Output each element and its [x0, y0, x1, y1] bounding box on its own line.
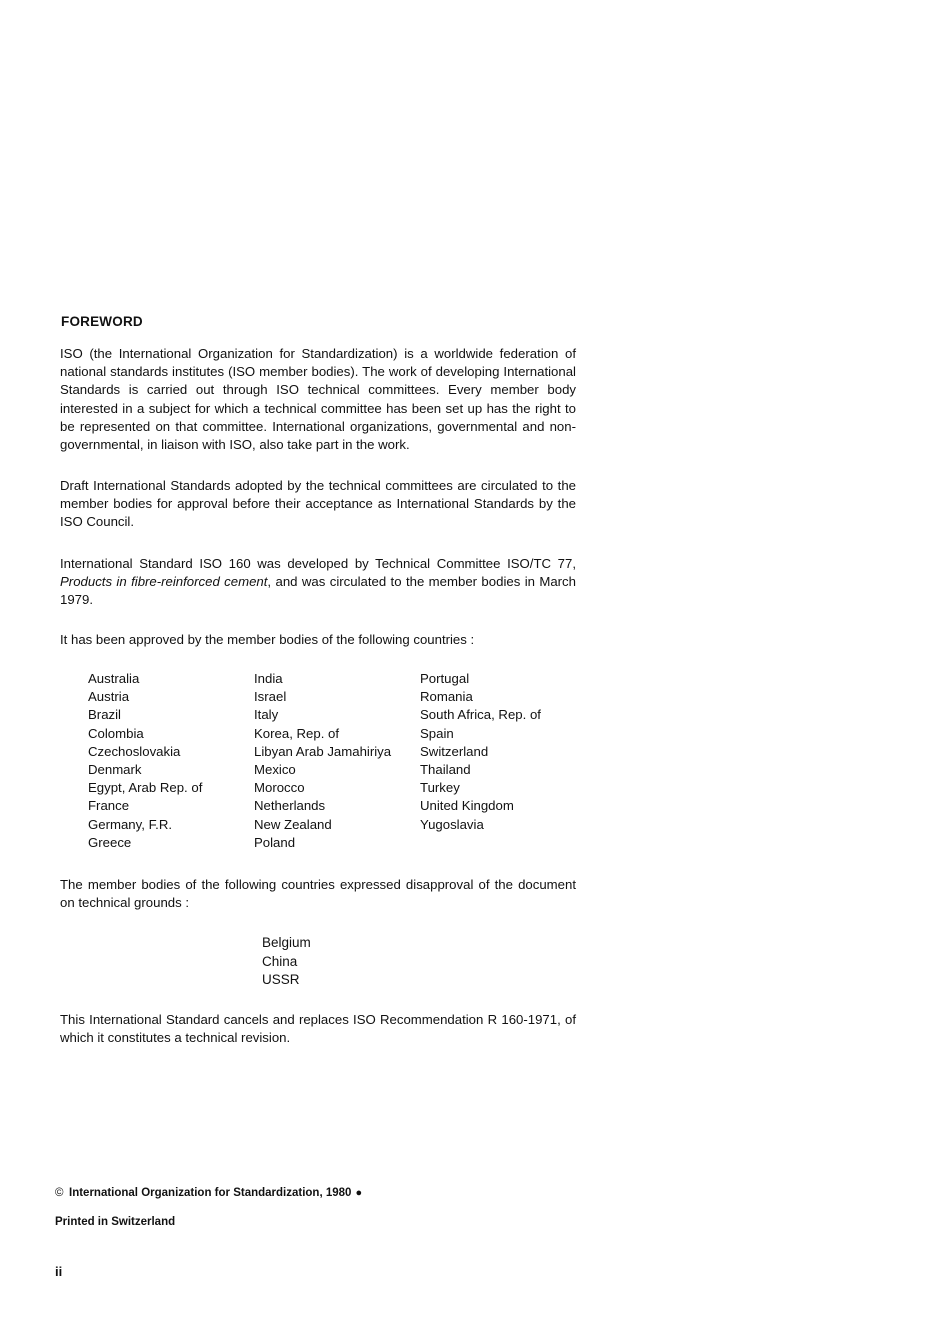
foreword-paragraph-approval: It has been approved by the member bodies of the following countries :: [60, 632, 475, 647]
foreword-paragraph-draft-standards: Draft International Standards adopted by the technical committees are circulated to the member bodies for approval before their acceptance as International Standards by the ISO Council.: [60, 478, 576, 530]
committee-title: Products in fibre-reinforced cement: [60, 574, 268, 590]
country-item: USSR: [262, 972, 300, 987]
country-item: Morocco: [254, 780, 305, 796]
country-item: Turkey: [420, 780, 460, 796]
page-number: ii: [55, 1264, 63, 1279]
approving-countries-column-2: [254, 670, 391, 852]
country-item: China: [262, 953, 298, 969]
country-item: Netherlands: [254, 798, 326, 814]
copyright-text: International Organization for Standardization, 1980: [69, 1187, 352, 1199]
foreword-paragraph-iso-intro: ISO (the International Organization for Standardization) is a worldwide federation of national standards institutes (ISO member bodies). The work of developing International Standards is carried out through ISO technical committees. Every member body interested in a subject for which a technical committee has been set up has the right to be represented on that committee. International organizations, governmental and non-governmental, in liaison with ISO, also take part in the work.: [60, 346, 576, 453]
development-text-start: International Standard ISO 160 was developed by Technical Committee ISO/TC 77,: [60, 556, 576, 571]
foreword-paragraph-replacement: This International Standard cancels and replaces ISO Recommendation R 160-1971, of which it constitutes a technical revision.: [60, 1012, 576, 1046]
bullet-icon: ●: [355, 1187, 363, 1199]
country-item: United Kingdom: [420, 798, 514, 814]
country-item: Libyan Arab Jamahiriya: [254, 743, 392, 759]
country-item: Spain: [420, 725, 454, 741]
development-text-end: , and was circulated to the member bodies in March 1979.: [60, 574, 576, 608]
country-item: Israel: [254, 689, 287, 705]
approving-countries-column-3: [420, 670, 541, 834]
foreword-paragraph-development: [60, 555, 576, 610]
country-item: Egypt, Arab Rep. of: [88, 780, 203, 796]
foreword-heading: FOREWORD: [61, 314, 143, 329]
country-item: Portugal: [420, 671, 470, 686]
disapproving-countries-list: [262, 934, 311, 990]
country-item: New Zealand: [254, 816, 332, 832]
approving-countries-column-1: [88, 670, 202, 852]
country-item: Germany, F.R.: [88, 816, 173, 832]
copyright-icon: ©: [55, 1187, 64, 1199]
country-item: Colombia: [88, 725, 144, 741]
country-item: Poland: [254, 834, 296, 850]
country-item: Belgium: [262, 935, 311, 950]
country-item: Czechoslovakia: [88, 743, 181, 759]
country-item: Denmark: [88, 762, 142, 778]
country-item: Australia: [88, 671, 140, 686]
country-item: Greece: [88, 834, 132, 850]
copyright-line: [55, 1187, 362, 1199]
country-item: Switzerland: [420, 743, 489, 759]
country-item: France: [88, 798, 130, 814]
foreword-paragraph-disapproval: The member bodies of the following countries expressed disapproval of the document on technical grounds :: [60, 877, 576, 911]
country-item: South Africa, Rep. of: [420, 707, 541, 723]
country-item: Korea, Rep. of: [254, 725, 340, 741]
country-item: Romania: [420, 689, 473, 705]
country-item: Austria: [88, 689, 130, 705]
country-item: India: [254, 671, 283, 686]
country-item: Brazil: [88, 707, 121, 723]
printed-location: Printed in Switzerland: [55, 1216, 176, 1228]
country-item: Mexico: [254, 762, 296, 778]
country-item: Italy: [254, 707, 279, 723]
country-item: Thailand: [420, 762, 471, 778]
country-item: Yugoslavia: [420, 816, 484, 832]
